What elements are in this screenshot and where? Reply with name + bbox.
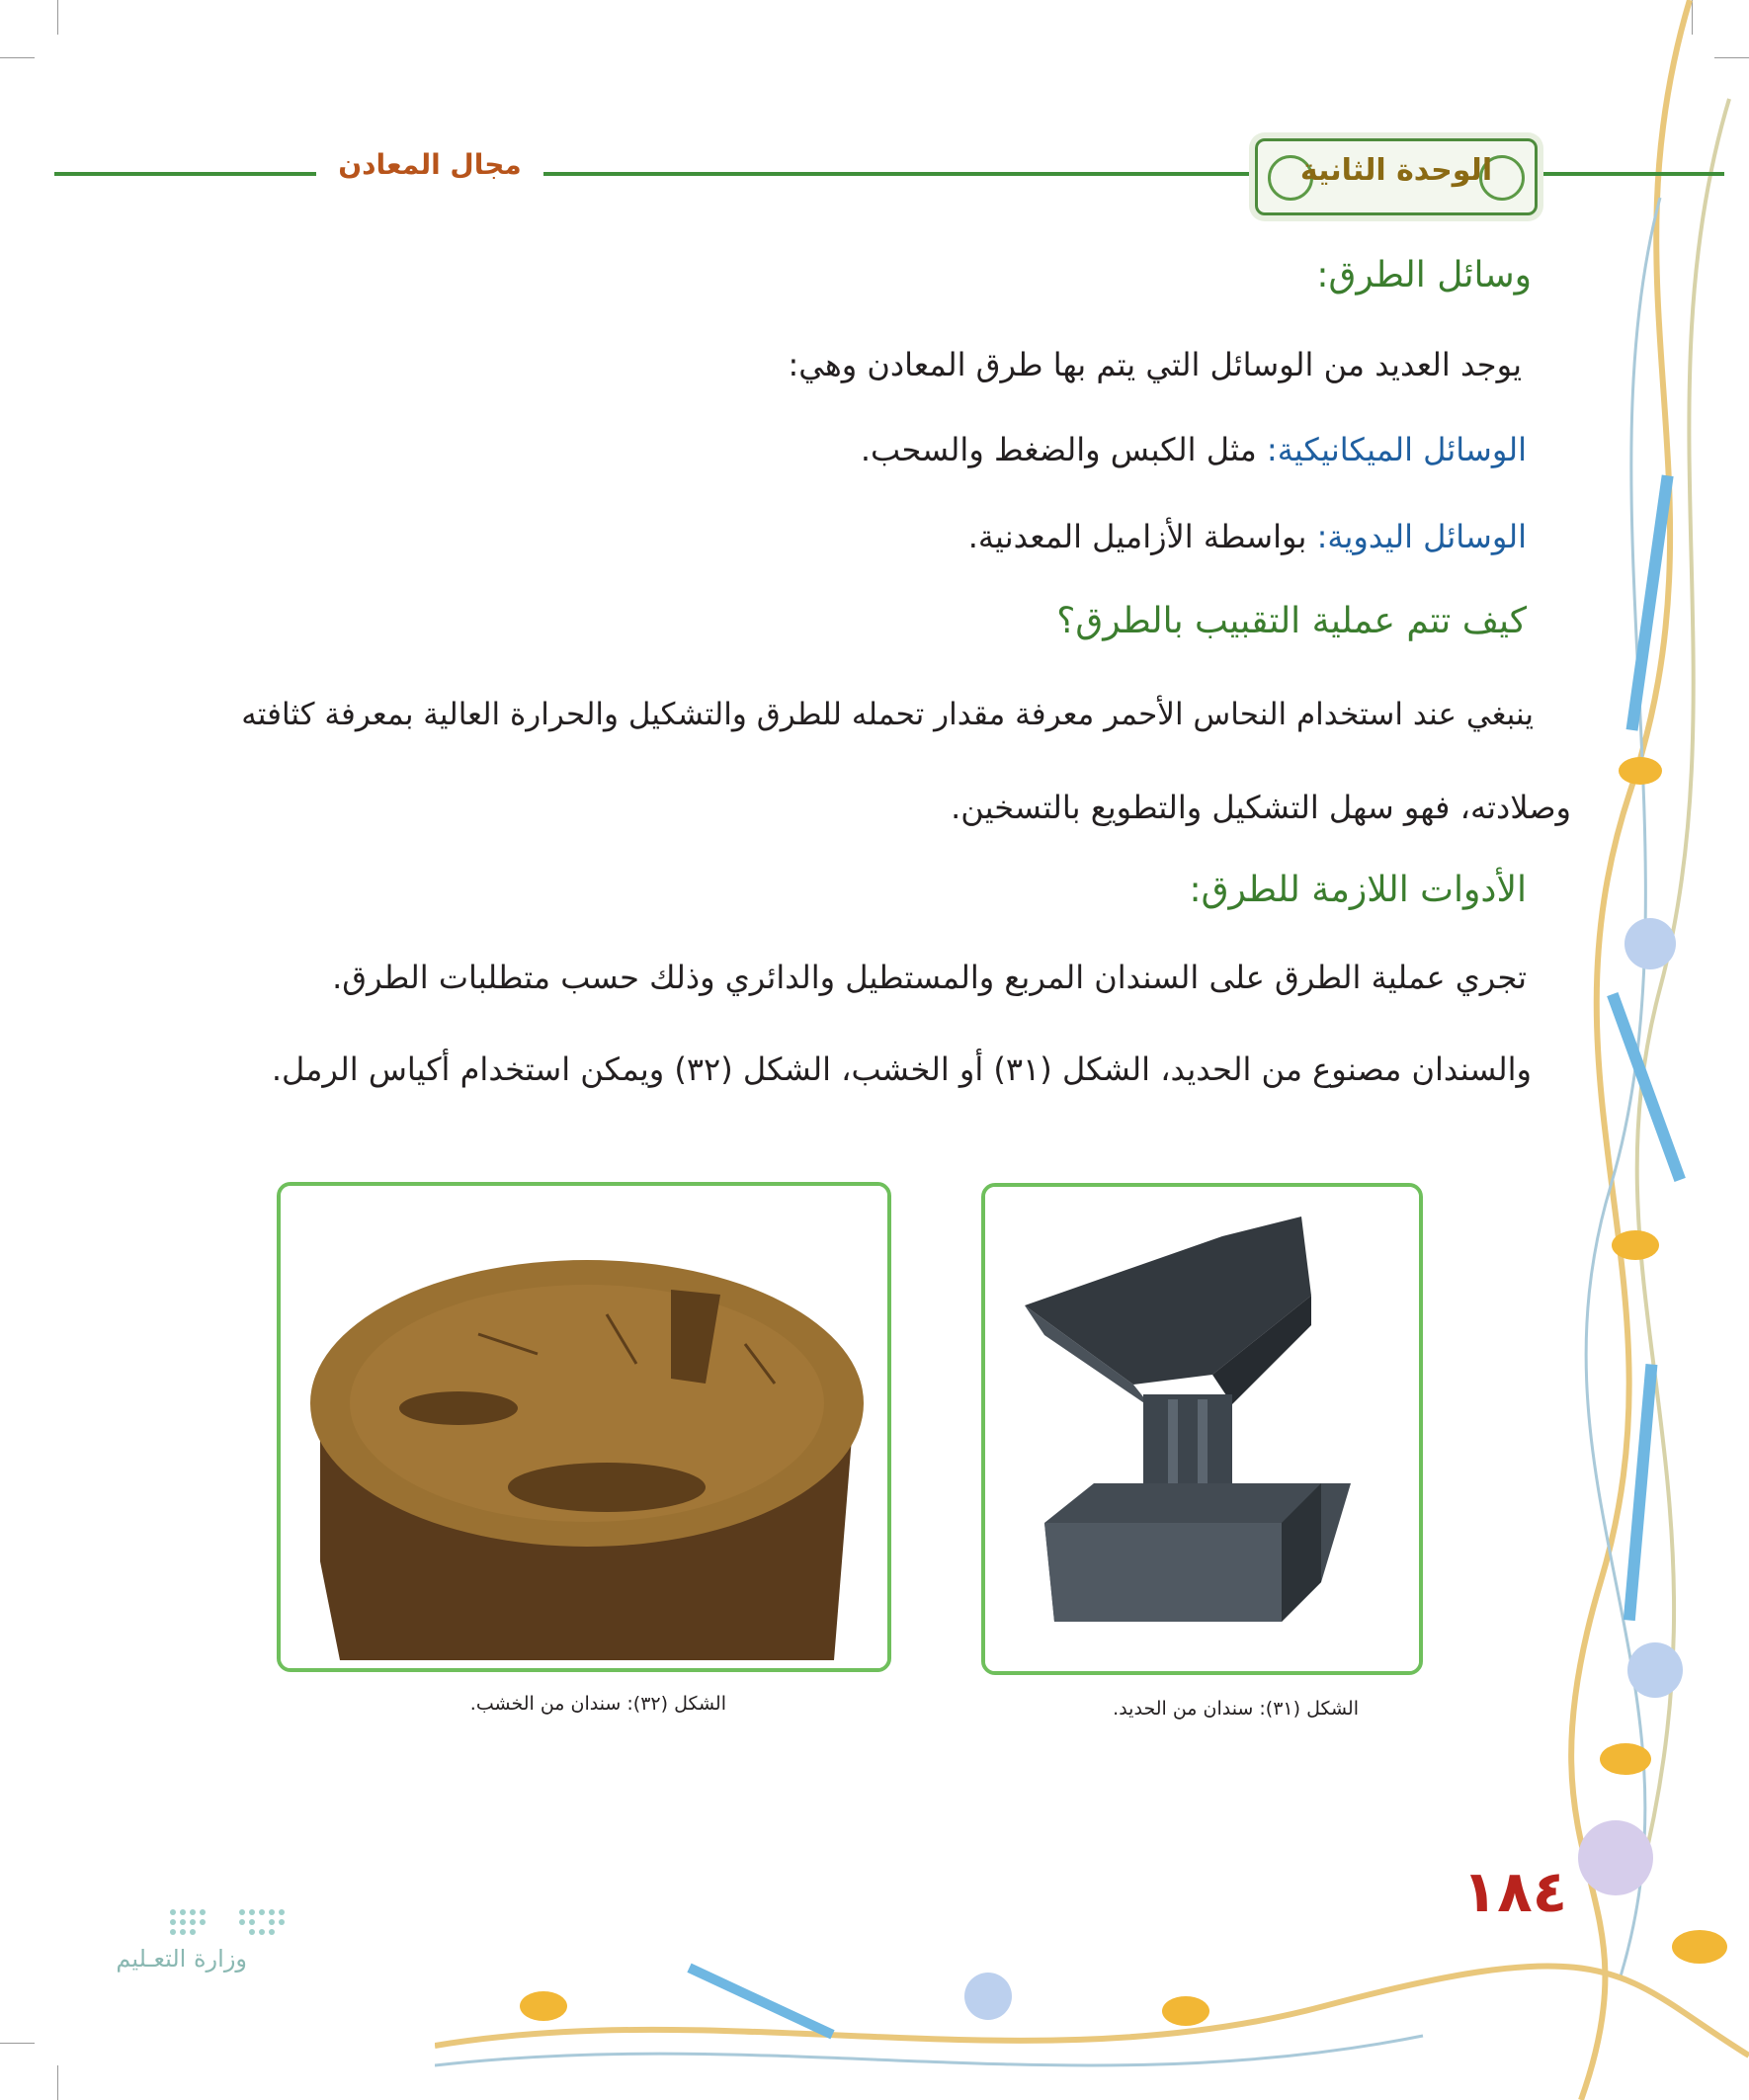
unit-title: الوحدة الثانية bbox=[1299, 153, 1493, 188]
figure-wooden-anvil bbox=[277, 1182, 891, 1672]
heading-methods: وسائل الطرق: bbox=[1316, 255, 1532, 295]
heading-howto: كيف تتم عملية التقبيب بالطرق؟ bbox=[1056, 601, 1527, 641]
text-mechanical: مثل الكبس والضغط والسحب. bbox=[860, 431, 1267, 468]
crop-mark bbox=[0, 57, 35, 58]
paragraph-mechanical bbox=[861, 431, 1527, 468]
wooden-anvil-image bbox=[281, 1186, 887, 1668]
crop-mark bbox=[57, 2065, 58, 2100]
paragraph-howto-line2: وصلادته، فهو سهل التشكيل والتطويع بالتسخين. bbox=[951, 789, 1571, 826]
domain-title: مجال المعادن bbox=[316, 148, 543, 181]
figure-31-caption: الشكل (٣١): سندان من الحديد. bbox=[1113, 1698, 1359, 1720]
paragraph-tools-line1: تجري عملية الطرق على السندان المربع والمستطيل والدائري وذلك حسب متطلبات الطرق. bbox=[332, 959, 1527, 996]
paragraph-manual bbox=[968, 518, 1527, 555]
paragraph-intro: يوجد العديد من الوسائل التي يتم بها طرق المعادن وهي: bbox=[788, 346, 1522, 383]
label-mechanical: الوسائل الميكانيكية: bbox=[1266, 431, 1527, 468]
decorative-border bbox=[1541, 0, 1749, 2100]
ministry-name: وزارة التعـليم bbox=[116, 1945, 247, 1973]
page-number: ١٨٤ bbox=[1461, 1858, 1568, 1925]
figure-iron-anvil bbox=[981, 1183, 1423, 1675]
iron-anvil-image bbox=[985, 1187, 1419, 1671]
crop-mark bbox=[57, 0, 58, 35]
crop-mark bbox=[0, 2043, 35, 2044]
paragraph-tools-line2: والسندان مصنوع من الحديد، الشكل (٣١) أو الخشب، الشكل (٣٢) ويمكن استخدام أكياس الرمل. bbox=[271, 1050, 1532, 1088]
text-manual: بواسطة الأزاميل المعدنية. bbox=[967, 518, 1317, 555]
figure-32-caption: الشكل (٣٢): سندان من الخشب. bbox=[469, 1693, 726, 1715]
ministry-logo-icon bbox=[168, 1907, 316, 1941]
decorative-bottom-border bbox=[435, 1937, 1749, 2100]
heading-tools: الأدوات اللازمة للطرق: bbox=[1189, 870, 1527, 910]
paragraph-howto-line1: ينبغي عند استخدام النحاس الأحمر معرفة مقدار تحمله للطرق والتشكيل والحرارة العالية بمعرفة كثافته bbox=[241, 697, 1534, 732]
unit-title-badge bbox=[1255, 138, 1538, 215]
label-manual: الوسائل اليدوية: bbox=[1316, 518, 1527, 555]
